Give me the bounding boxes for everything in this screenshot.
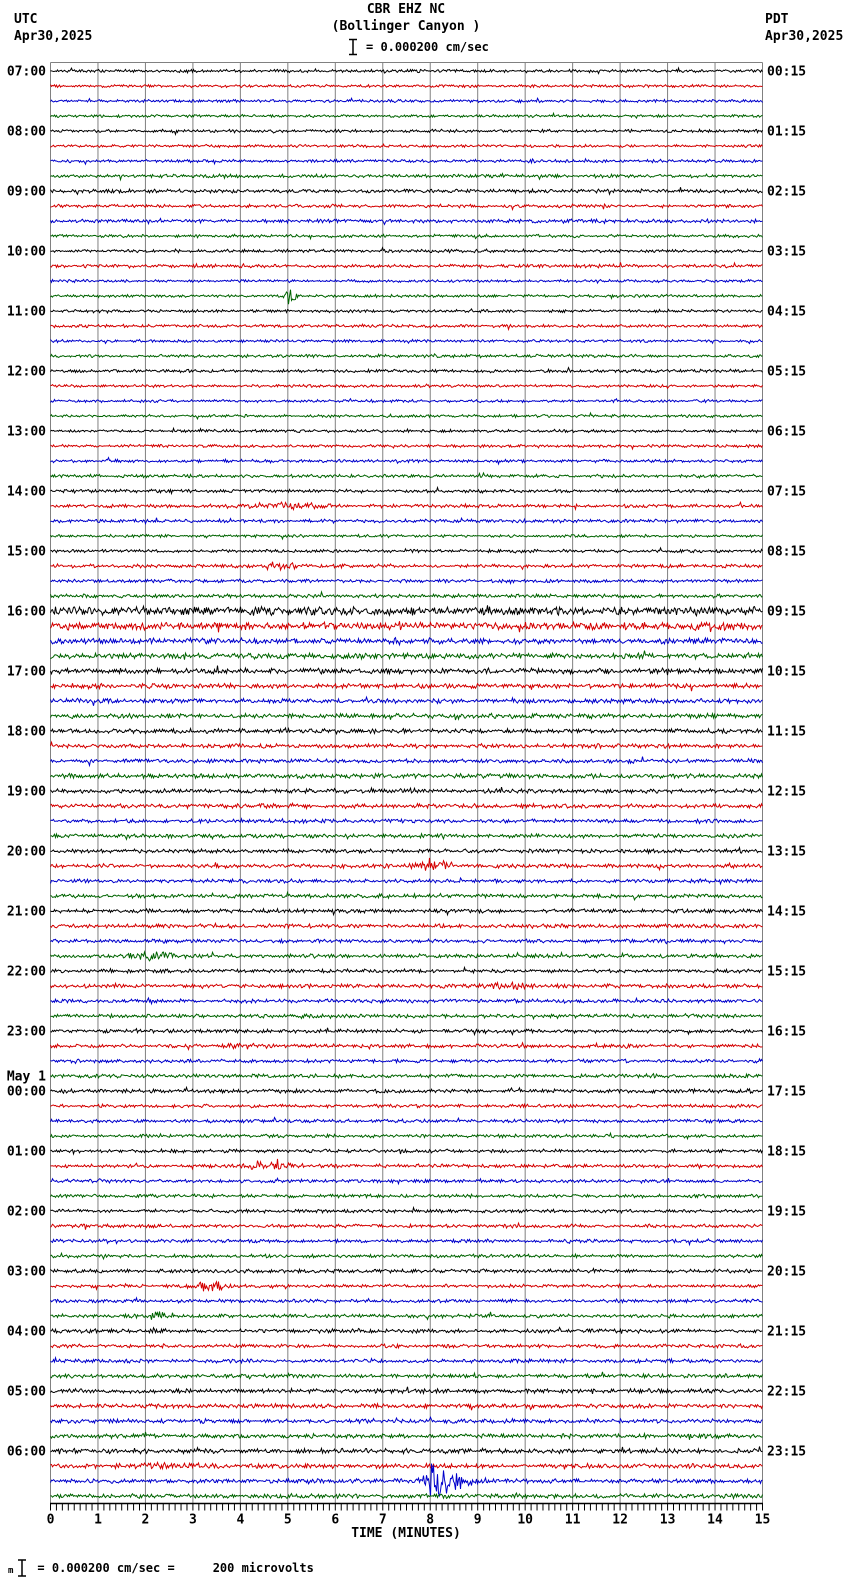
trace-row-4 bbox=[51, 129, 763, 134]
trace-row-25 bbox=[51, 445, 763, 449]
pdt-hour-label: 09:15 bbox=[767, 604, 807, 620]
utc-hour-label: 07:00 bbox=[6, 64, 46, 80]
footer-scale-note bbox=[8, 1558, 314, 1578]
utc-hour-label: 16:00 bbox=[6, 604, 46, 620]
trace-row-94 bbox=[51, 1464, 763, 1497]
utc-hour-label: 18:00 bbox=[6, 724, 46, 740]
trace-row-54 bbox=[51, 878, 763, 884]
trace-row-23 bbox=[51, 413, 763, 419]
x-tick-label: 12 bbox=[612, 1512, 628, 1528]
trace-row-52 bbox=[51, 848, 763, 854]
pdt-hour-label: 22:15 bbox=[767, 1384, 807, 1400]
pdt-hour-label: 06:15 bbox=[767, 424, 807, 440]
trace-row-35 bbox=[51, 592, 763, 598]
trace-row-32 bbox=[51, 548, 763, 553]
trace-row-29 bbox=[51, 502, 763, 509]
trace-row-3 bbox=[51, 113, 763, 118]
trace-row-5 bbox=[51, 144, 763, 147]
trace-row-17 bbox=[51, 324, 763, 329]
x-tick-label: 4 bbox=[236, 1512, 245, 1528]
x-tick-label: 7 bbox=[378, 1512, 387, 1528]
utc-hour-label: 21:00 bbox=[6, 904, 46, 920]
trace-row-36 bbox=[51, 605, 763, 615]
trace-row-0 bbox=[51, 68, 763, 73]
utc-hour-label: 09:00 bbox=[6, 184, 46, 200]
left-date: Apr30,2025 bbox=[14, 29, 93, 44]
x-tick-label: 0 bbox=[46, 1512, 55, 1528]
trace-row-21 bbox=[51, 384, 763, 388]
trace-row-70 bbox=[51, 1118, 763, 1123]
trace-row-22 bbox=[51, 399, 763, 403]
trace-row-79 bbox=[51, 1253, 763, 1259]
trace-row-15 bbox=[51, 290, 763, 305]
trace-row-14 bbox=[51, 280, 763, 284]
trace-row-69 bbox=[51, 1104, 763, 1108]
trace-row-76 bbox=[51, 1208, 763, 1213]
footer-scale-bar-icon bbox=[17, 1558, 27, 1578]
pdt-hour-label: 11:15 bbox=[767, 724, 807, 740]
trace-row-37 bbox=[51, 621, 763, 632]
pdt-hour-label: 19:15 bbox=[767, 1204, 807, 1220]
trace-row-40 bbox=[51, 666, 763, 676]
pdt-hour-label: 23:15 bbox=[767, 1444, 807, 1460]
trace-row-13 bbox=[51, 262, 763, 268]
trace-row-48 bbox=[51, 787, 763, 793]
trace-row-60 bbox=[51, 968, 763, 974]
trace-row-41 bbox=[51, 683, 763, 691]
utc-hour-label: 15:00 bbox=[6, 544, 46, 560]
trace-row-26 bbox=[51, 458, 763, 464]
pdt-hour-label: 18:15 bbox=[767, 1144, 807, 1160]
trace-row-51 bbox=[51, 834, 763, 840]
trace-row-85 bbox=[51, 1344, 763, 1348]
utc-hour-label: 02:00 bbox=[6, 1204, 46, 1220]
trace-row-93 bbox=[51, 1462, 763, 1469]
pdt-hour-label: 16:15 bbox=[767, 1024, 807, 1040]
trace-row-87 bbox=[51, 1372, 763, 1379]
trace-row-63 bbox=[51, 1014, 763, 1019]
pdt-hour-label: 21:15 bbox=[767, 1324, 807, 1340]
trace-row-34 bbox=[51, 579, 763, 583]
pdt-hour-label: 03:15 bbox=[767, 244, 807, 260]
utc-hour-label: 19:00 bbox=[6, 784, 46, 800]
trace-row-6 bbox=[51, 159, 763, 164]
utc-hour-label: 00:00 bbox=[6, 1084, 46, 1100]
trace-row-92 bbox=[51, 1447, 763, 1455]
trace-row-56 bbox=[51, 909, 763, 915]
left-timezone: UTC bbox=[14, 12, 38, 27]
utc-hour-label: 17:00 bbox=[6, 664, 46, 680]
trace-row-8 bbox=[51, 187, 763, 194]
trace-row-59 bbox=[51, 952, 763, 961]
trace-row-90 bbox=[51, 1417, 763, 1423]
trace-row-45 bbox=[51, 742, 763, 748]
trace-row-33 bbox=[51, 562, 763, 570]
pdt-hour-label: 01:15 bbox=[767, 124, 807, 140]
pdt-hour-label: 05:15 bbox=[767, 364, 807, 380]
trace-row-82 bbox=[51, 1298, 763, 1303]
trace-row-53 bbox=[51, 858, 763, 871]
trace-row-62 bbox=[51, 998, 763, 1004]
trace-row-44 bbox=[51, 728, 763, 734]
pdt-hour-label: 15:15 bbox=[767, 964, 807, 980]
trace-row-7 bbox=[51, 174, 763, 180]
pdt-hour-label: 20:15 bbox=[767, 1264, 807, 1280]
utc-hour-label: 01:00 bbox=[6, 1144, 46, 1160]
trace-row-64 bbox=[51, 1028, 763, 1035]
trace-row-95 bbox=[51, 1493, 763, 1498]
trace-row-18 bbox=[51, 340, 763, 344]
x-tick-label: 5 bbox=[283, 1512, 292, 1528]
pdt-hour-label: 02:15 bbox=[767, 184, 807, 200]
trace-row-91 bbox=[51, 1432, 763, 1440]
x-tick-label: 8 bbox=[426, 1512, 435, 1528]
trace-row-39 bbox=[51, 651, 763, 660]
right-timezone: PDT bbox=[765, 12, 789, 27]
footer-scale-text: = 0.000200 cm/sec = bbox=[37, 1561, 175, 1575]
x-tick-label: 2 bbox=[141, 1512, 150, 1528]
trace-row-71 bbox=[51, 1133, 763, 1139]
x-tick-label: 9 bbox=[473, 1512, 482, 1528]
trace-row-50 bbox=[51, 819, 763, 824]
trace-row-88 bbox=[51, 1387, 763, 1394]
trace-row-84 bbox=[51, 1328, 763, 1334]
trace-row-75 bbox=[51, 1194, 763, 1198]
trace-row-46 bbox=[51, 757, 763, 766]
pdt-hour-label: 13:15 bbox=[767, 844, 807, 860]
footer-m-mark: m bbox=[8, 1566, 14, 1576]
utc-hour-label: 14:00 bbox=[6, 484, 46, 500]
pdt-hour-label: 04:15 bbox=[767, 304, 807, 320]
trace-row-28 bbox=[51, 488, 763, 494]
x-tick-label: 11 bbox=[564, 1512, 581, 1528]
trace-row-67 bbox=[51, 1074, 763, 1078]
trace-row-81 bbox=[51, 1282, 763, 1292]
utc-hour-label: 13:00 bbox=[6, 424, 46, 440]
utc-hour-label: 06:00 bbox=[6, 1444, 46, 1460]
trace-row-55 bbox=[51, 892, 763, 900]
footer-scale-value: 200 microvolts bbox=[212, 1561, 314, 1575]
trace-row-58 bbox=[51, 939, 763, 944]
pdt-hour-label: 12:15 bbox=[767, 784, 807, 800]
pdt-hour-label: 07:15 bbox=[767, 484, 807, 500]
station-location: (Bollinger Canyon ) bbox=[331, 19, 481, 34]
utc-hour-label: 04:00 bbox=[6, 1324, 46, 1340]
x-tick-label: 15 bbox=[754, 1512, 771, 1528]
utc-hour-label: 05:00 bbox=[6, 1384, 46, 1400]
utc-hour-label: 11:00 bbox=[6, 304, 46, 320]
trace-row-2 bbox=[51, 98, 763, 102]
trace-row-83 bbox=[51, 1312, 763, 1320]
trace-row-72 bbox=[51, 1149, 763, 1154]
trace-row-66 bbox=[51, 1059, 763, 1064]
trace-row-9 bbox=[51, 204, 763, 209]
x-axis-title: TIME (MINUTES) bbox=[351, 1526, 461, 1541]
trace-row-86 bbox=[51, 1358, 763, 1363]
pdt-hour-label: 14:15 bbox=[767, 904, 807, 920]
x-tick-label: 6 bbox=[331, 1512, 340, 1528]
trace-row-11 bbox=[51, 234, 763, 238]
utc-hour-label: 23:00 bbox=[6, 1024, 46, 1040]
utc-hour-label: 22:00 bbox=[6, 964, 46, 980]
pdt-hour-label: 10:15 bbox=[767, 664, 807, 680]
utc-hour-label: 20:00 bbox=[6, 844, 46, 860]
trace-row-49 bbox=[51, 803, 763, 808]
trace-row-65 bbox=[51, 1043, 763, 1050]
trace-row-73 bbox=[51, 1159, 763, 1169]
trace-row-27 bbox=[51, 473, 763, 478]
x-tick-label: 10 bbox=[517, 1512, 534, 1528]
trace-row-89 bbox=[51, 1404, 763, 1411]
trace-row-12 bbox=[51, 248, 763, 253]
trace-row-68 bbox=[51, 1087, 763, 1093]
trace-row-43 bbox=[51, 713, 763, 720]
utc-date-label: May 1 bbox=[6, 1069, 46, 1085]
trace-row-19 bbox=[51, 354, 763, 358]
x-tick-label: 3 bbox=[188, 1512, 197, 1528]
trace-row-47 bbox=[51, 774, 763, 779]
scale-label: = 0.000200 cm/sec bbox=[366, 40, 489, 54]
utc-hour-label: 12:00 bbox=[6, 364, 46, 380]
trace-row-57 bbox=[51, 923, 763, 928]
x-tick-label: 13 bbox=[659, 1512, 676, 1528]
trace-row-42 bbox=[51, 697, 763, 706]
trace-row-77 bbox=[51, 1223, 763, 1230]
station-title: CBR EHZ NC bbox=[366, 2, 446, 17]
trace-row-30 bbox=[51, 518, 763, 524]
x-tick-label: 1 bbox=[94, 1512, 102, 1528]
trace-row-78 bbox=[51, 1239, 763, 1245]
pdt-hour-label: 08:15 bbox=[767, 544, 807, 560]
trace-row-80 bbox=[51, 1269, 763, 1273]
pdt-hour-label: 17:15 bbox=[767, 1084, 807, 1100]
trace-row-31 bbox=[51, 535, 763, 539]
trace-row-61 bbox=[51, 982, 763, 989]
trace-row-20 bbox=[51, 368, 763, 373]
trace-row-16 bbox=[51, 309, 763, 313]
utc-hour-label: 10:00 bbox=[6, 244, 46, 260]
pdt-hour-label: 00:15 bbox=[767, 64, 807, 80]
x-tick-label: 14 bbox=[707, 1512, 723, 1528]
trace-row-1 bbox=[51, 85, 763, 88]
trace-row-24 bbox=[51, 428, 763, 432]
trace-row-38 bbox=[51, 638, 763, 645]
right-date: Apr30,2025 bbox=[765, 29, 844, 44]
trace-row-74 bbox=[51, 1178, 763, 1184]
utc-hour-label: 08:00 bbox=[6, 124, 46, 140]
utc-hour-label: 03:00 bbox=[6, 1264, 46, 1280]
trace-row-10 bbox=[51, 219, 763, 225]
